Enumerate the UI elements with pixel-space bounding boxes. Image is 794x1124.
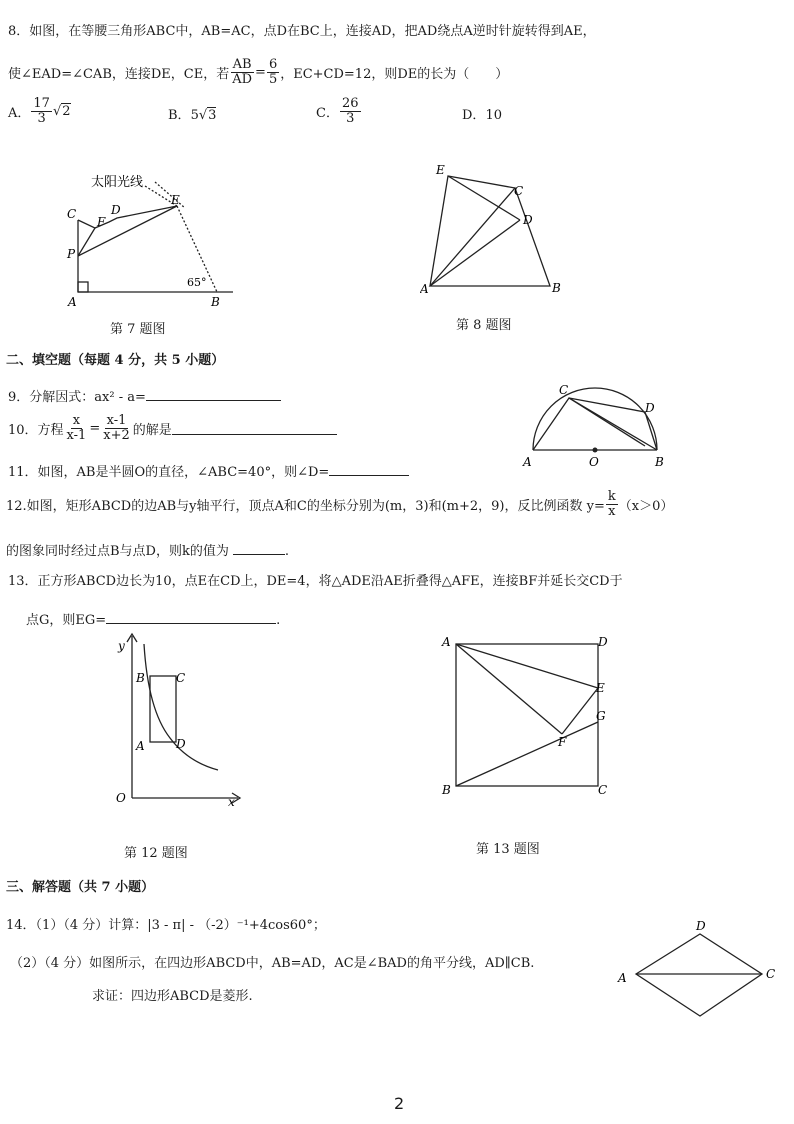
q8-frac2-num: 6 xyxy=(268,57,278,72)
fig11-label-d: D xyxy=(645,401,655,415)
fig8-label-c: C xyxy=(514,184,524,198)
q8-option-d xyxy=(462,104,502,123)
q14-prove: 求证：四边形ABCD是菱形. xyxy=(92,989,253,1004)
fig12-label-a: A xyxy=(136,739,145,753)
fig12-label-c: C xyxy=(176,671,186,685)
q11-answer-blank[interactable] xyxy=(329,462,409,476)
q12-end: . xyxy=(284,544,289,559)
option-d-value: 10 xyxy=(485,108,502,123)
q12-fraction-k-x xyxy=(606,490,618,518)
q8-line2-text-b: ，EC+CD=12，则DE的长为（ ） xyxy=(280,66,509,82)
q10-frac2-den: x+2 xyxy=(103,427,130,443)
fig11-label-c: C xyxy=(559,383,569,397)
fig8-caption: 第 8 题图 xyxy=(456,318,512,333)
option-d-label: D． xyxy=(462,108,486,123)
fig11-label-a: A xyxy=(523,455,532,469)
figure-8 xyxy=(420,158,580,298)
q10-text-post: 的解是 xyxy=(132,422,172,438)
fig7-label-e: E xyxy=(171,193,180,207)
q8-frac1-num: AB xyxy=(232,57,252,72)
option-b-coef: 5 xyxy=(190,108,199,123)
fig13-label-c: C xyxy=(598,783,608,797)
q10-frac1-den: x-1 xyxy=(66,427,87,443)
fig12-label-o: O xyxy=(116,791,126,805)
q12-frac-num: k xyxy=(607,489,616,504)
fig13-label-g: G xyxy=(596,709,606,723)
q9-text: 9．分解因式：ax² - a= xyxy=(8,390,146,405)
option-b-label: B． xyxy=(168,108,191,123)
fig8-label-d: D xyxy=(523,213,533,227)
option-a-radicand: 2 xyxy=(62,104,71,120)
q12-text-2: 的图象同时经过点B与点D，则k的值为 xyxy=(6,544,229,559)
section3-title: 三、解答题（共 7 小题） xyxy=(6,880,155,895)
q11-text: 11．如图，AB是半圆O的直径，∠ABC=40°，则∠D= xyxy=(8,465,330,480)
section2-title: 二、填空题（每题 4 分，共 5 小题） xyxy=(6,353,225,368)
fig13-label-f: F xyxy=(558,735,567,749)
q8-option-b: B．5√3 xyxy=(168,108,217,123)
q13-line1: 13．正方形ABCD边长为10，点E在CD上，DE=4，将△ADE沿AE折叠得△AFE，连接BF并延长交CD于 xyxy=(8,574,623,589)
fig7-label-a: A xyxy=(68,295,77,309)
q8-frac2-den: 5 xyxy=(268,71,278,87)
fig12-label-b: B xyxy=(136,671,145,685)
q14-part2: （2）（4 分）如图所示，在四边形ABCD中，AB=AD，AC是∠BAD的角平分线，AD∥CB. xyxy=(10,956,535,971)
option-a-label: A． xyxy=(8,105,31,121)
fig7-label-c: C xyxy=(67,207,77,221)
fig14-label-d: D xyxy=(696,919,706,933)
option-c-fraction xyxy=(340,97,361,125)
figure-13 xyxy=(436,630,626,800)
figure-7 xyxy=(55,160,245,310)
q12-text: 12.如图，矩形ABCD的边AB与y轴平行，顶点A和C的坐标分别为(m，3)和(m+2，9)，反比例函数 y= xyxy=(6,498,605,514)
q10-fraction-left xyxy=(65,414,89,442)
q10-fraction-right xyxy=(101,414,132,442)
q8-fraction-ab-ad xyxy=(230,58,254,86)
q8-equals: = xyxy=(255,64,266,80)
q8-line1: 8．如图，在等腰三角形ABC中，AB=AC，点D在BC上，连接AD，把AD绕点A逆时针旋转得到AE， xyxy=(8,24,596,39)
fig7-label-b: B xyxy=(211,295,220,309)
fig13-label-b: B xyxy=(442,783,451,797)
q8-line2 xyxy=(8,58,508,86)
fig7-label-f: F xyxy=(97,215,106,229)
q11 xyxy=(8,461,409,480)
q13-text-2: 点G，则EG= xyxy=(26,613,107,628)
fig13-label-a: A xyxy=(442,635,451,649)
q9 xyxy=(8,386,281,405)
fig11-label-o: O xyxy=(589,455,599,469)
q8-line2-text-a: 使∠EAD=∠CAB，连接DE，CE，若 xyxy=(8,66,230,82)
fig7-angle-label: 65° xyxy=(187,276,207,289)
fig11-label-b: B xyxy=(655,455,664,469)
q10-equals: = xyxy=(89,420,101,436)
option-a-den: 3 xyxy=(37,110,46,126)
sunlight-label: 太阳光线 xyxy=(91,175,144,190)
fig7-label-d: D xyxy=(111,203,121,217)
figure-12 xyxy=(108,630,248,810)
q14-part1: 14．（1）（4 分）计算：|3 - π| - （-2）⁻¹+4cos60°； xyxy=(6,918,326,933)
q13-end: . xyxy=(276,613,281,628)
page-number: 2 xyxy=(394,1094,405,1113)
q12-line2 xyxy=(6,540,289,559)
q10-answer-blank[interactable] xyxy=(172,421,337,435)
fig8-label-a: A xyxy=(420,282,429,296)
q12-frac-den: x xyxy=(608,503,616,519)
fig12-label-d: D xyxy=(176,737,186,751)
fig13-label-d: D xyxy=(598,635,608,649)
option-a-num: 17 xyxy=(33,96,50,111)
fig13-caption: 第 13 题图 xyxy=(476,842,540,857)
q8-option-c xyxy=(316,97,362,125)
q8-frac1-den: AD xyxy=(232,71,253,87)
q13-line2 xyxy=(26,609,280,628)
fig8-label-e: E xyxy=(436,163,445,177)
fig12-label-y: y xyxy=(118,639,125,653)
option-c-num: 26 xyxy=(341,96,359,111)
q10-frac2-num: x-1 xyxy=(106,413,127,428)
q8-option-a: A． $\frac{17}{3}$ √ 2 xyxy=(8,96,71,126)
fig12-label-x: x xyxy=(228,795,235,809)
fig14-label-c: C xyxy=(766,967,776,981)
q10 xyxy=(8,414,337,442)
fig7-caption: 第 7 题图 xyxy=(110,322,166,337)
q10-text-pre: 10．方程 xyxy=(8,422,64,438)
option-c-den: 3 xyxy=(346,110,355,126)
fig13-label-e: E xyxy=(596,681,605,695)
figure-11 xyxy=(515,376,675,472)
q12-condition: （x＞0） xyxy=(618,498,674,514)
fig7-label-p: P xyxy=(67,247,76,261)
option-c-label: C． xyxy=(316,105,339,121)
figure-14 xyxy=(612,916,792,1022)
fig14-label-a: A xyxy=(618,971,627,985)
q10-frac1-num: x xyxy=(72,413,81,428)
fig12-caption: 第 12 题图 xyxy=(124,846,188,861)
option-a-fraction xyxy=(31,97,52,125)
q13-answer-blank[interactable] xyxy=(106,610,276,624)
q12-line1 xyxy=(6,490,673,518)
q12-answer-blank[interactable] xyxy=(233,541,285,555)
fig8-label-b: B xyxy=(552,281,561,295)
q8-fraction-6-5 xyxy=(267,58,279,86)
q9-answer-blank[interactable] xyxy=(146,387,281,401)
option-b-radicand: 3 xyxy=(208,108,217,123)
